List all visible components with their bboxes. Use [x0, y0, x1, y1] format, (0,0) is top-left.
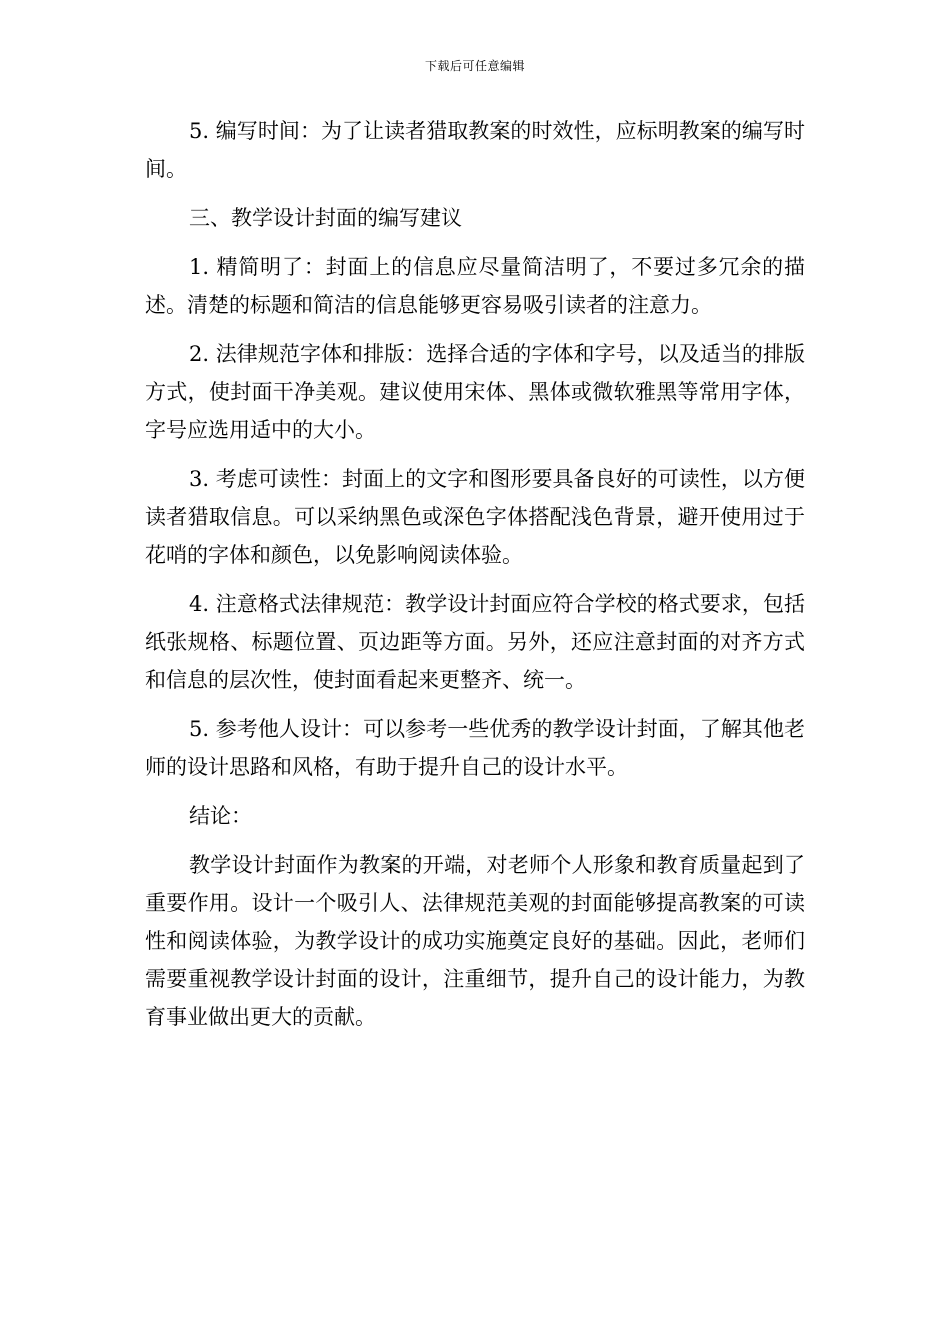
document-body	[145, 112, 805, 1036]
section-heading-suggestions: 三、教学设计封面的编写建议	[189, 206, 462, 230]
conclusion-heading: 结论：	[189, 804, 252, 828]
paragraph-suggestion-3: 3. 考虑可读性：封面上的文字和图形要具备良好的可读性，以方便读者猎取信息。可以采纳黑色或深色字体搭配浅色背景，避开使用过于花哨的字体和颜色，以免影响阅读体验。	[145, 467, 805, 567]
paragraph-suggestion-2: 2. 法律规范字体和排版：选择合适的字体和字号，以及适当的排版方式，使封面干净美观。建议使用宋体、黑体或微软雅黑等常用字体，字号应选用适中的大小。	[145, 342, 805, 442]
paragraph-suggestion-4: 4. 注意格式法律规范：教学设计封面应符合学校的格式要求，包括纸张规格、标题位置、页边距等方面。另外，还应注意封面的对齐方式和信息的层次性，使封面看起来更整齐、统一。	[145, 592, 805, 692]
paragraph-suggestion-5: 5. 参考他人设计：可以参考一些优秀的教学设计封面，了解其他老师的设计思路和风格，有助于提升自己的设计水平。	[145, 717, 805, 779]
page-header: 下载后可任意编辑	[424, 59, 525, 73]
paragraph-time-item: 5. 编写时间：为了让读者猎取教案的时效性，应标明教案的编写时间。	[145, 119, 805, 181]
paragraph-suggestion-1: 1. 精简明了：封面上的信息应尽量简洁明了，不要过多冗余的描述。清楚的标题和简洁的信息能够更容易吸引读者的注意力。	[145, 255, 805, 317]
paragraph-conclusion: 教学设计封面作为教案的开端，对老师个人形象和教育质量起到了重要作用。设计一个吸引人、法律规范美观的封面能够提高教案的可读性和阅读体验，为教学设计的成功实施奠定良好的基础。因此，老师们需要重视教学设计封面的设计，注重细节，提升自己的设计能力，为教育事业做出更大的贡献。	[145, 853, 805, 1029]
